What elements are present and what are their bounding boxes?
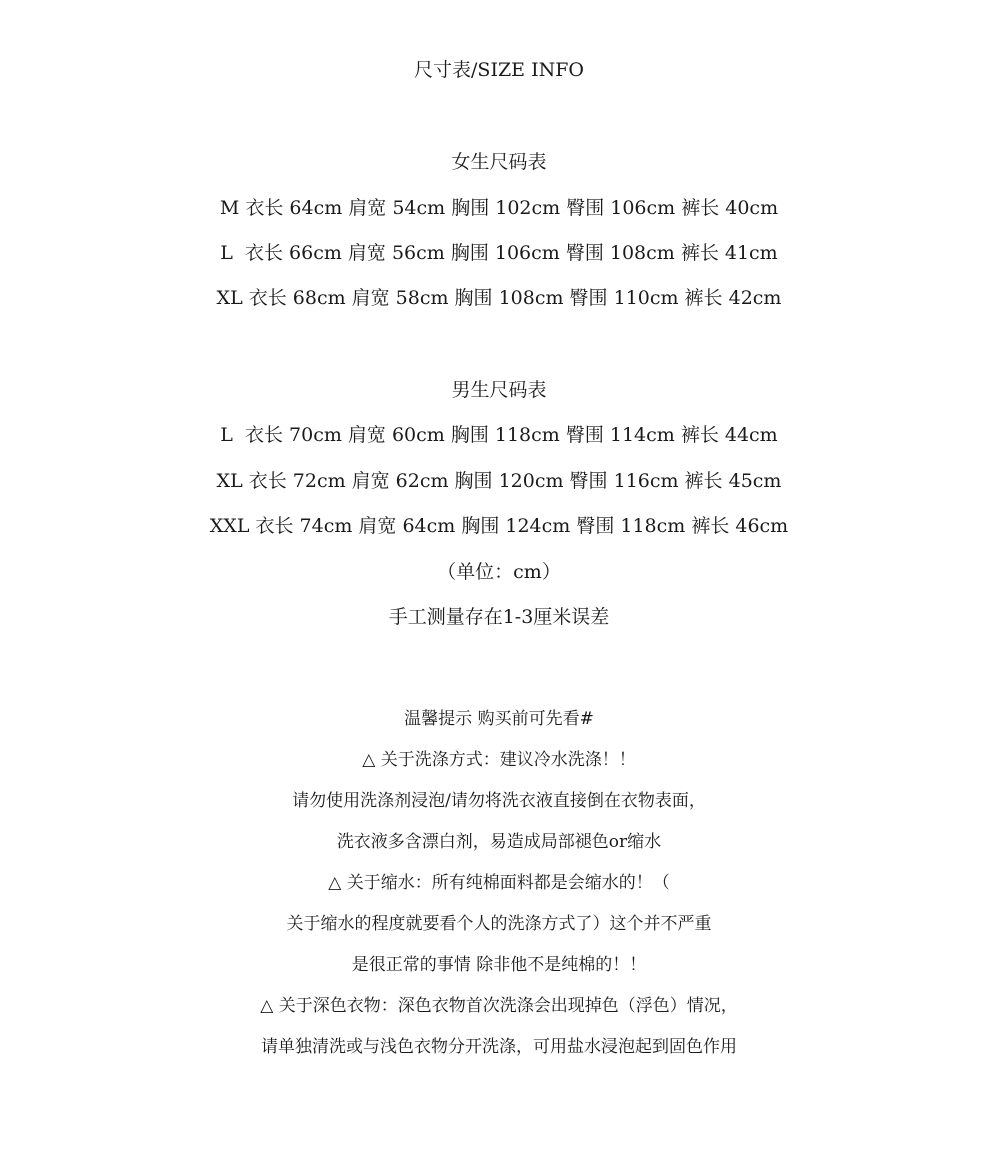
tip-line: 请单独清洗或与浅色衣物分开洗涤，可用盐水浸泡起到固色作用 — [261, 1037, 737, 1057]
tip-line: 洗衣液多含漂白剂，易造成局部褪色or缩水 — [336, 832, 662, 852]
tips-heading: 温馨提示 购买前可先看# — [404, 709, 594, 729]
tip-line: △ 关于深色衣物：深色衣物首次洗涤会出现掉色（浮色）情况， — [260, 996, 738, 1016]
page-title: 尺寸表/SIZE INFO — [414, 59, 584, 81]
tip-line: 请勿使用洗涤剂浸泡/请勿将洗衣液直接倒在衣物表面， — [292, 791, 706, 811]
women-size-heading: 女生尺码表 — [451, 151, 547, 173]
measurement-error-note: 手工测量存在1-3厘米误差 — [388, 606, 610, 628]
women-size-row-m: M 衣长 64cm 肩宽 54cm 胸围 102cm 臀围 106cm 裤长 40cm — [219, 197, 779, 219]
tip-line: △ 关于缩水：所有纯棉面料都是会缩水的！（ — [328, 873, 670, 893]
unit-note: （单位：cm） — [437, 561, 561, 583]
women-size-row-l: L 衣长 66cm 肩宽 56cm 胸围 106cm 臀围 108cm 裤长 41cm — [220, 242, 778, 264]
men-size-heading: 男生尺码表 — [451, 379, 547, 401]
tip-line: 是很正常的事情 除非他不是纯棉的！！ — [351, 955, 647, 975]
tip-line: △ 关于洗涤方式：建议冷水洗涤！！ — [362, 750, 636, 770]
women-size-row-xl: XL 衣长 68cm 肩宽 58cm 胸围 108cm 臀围 110cm 裤长 42cm — [216, 287, 782, 309]
men-size-row-xxl: XXL 衣长 74cm 肩宽 64cm 胸围 124cm 臀围 118cm 裤长 46cm — [209, 515, 789, 537]
men-size-row-l: L 衣长 70cm 肩宽 60cm 胸围 118cm 臀围 114cm 裤长 44cm — [220, 424, 778, 446]
tip-line: 关于缩水的程度就要看个人的洗涤方式了）这个并不严重 — [286, 914, 712, 934]
men-size-row-xl: XL 衣长 72cm 肩宽 62cm 胸围 120cm 臀围 116cm 裤长 45cm — [216, 470, 782, 492]
